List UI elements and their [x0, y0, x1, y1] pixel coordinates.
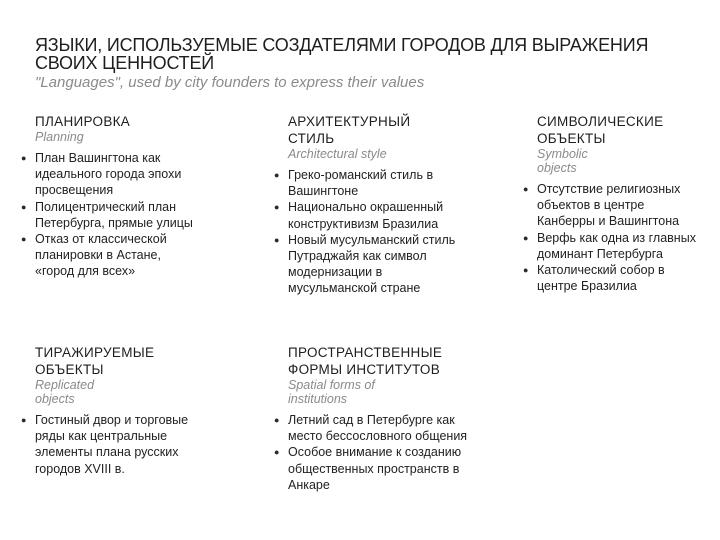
- bullet-list: [23, 150, 195, 280]
- list-item: ● Верфь как одна из главных доминант Петербурга: [525, 230, 697, 262]
- list-item: ● Новый мусульманский стиль Путраджайя как символ модернизации в мусульманской стране: [276, 232, 468, 297]
- section-title: СИМВОЛИЧЕСКИЕ ОБЪЕКТЫ: [537, 114, 664, 146]
- section-title: ПРОСТРАНСТВЕННЫЕ ФОРМЫ ИНСТИТУТОВ: [288, 345, 443, 377]
- bullet-list: [276, 412, 473, 493]
- list-item: ● Полицентрический план Петербурга, прямые улицы: [23, 199, 195, 231]
- list-item: ● Гостиный двор и торговые ряды как центральные элементы плана русских городов XVIII в.: [23, 412, 195, 477]
- list-item: ● Греко-романский стиль в Вашингтоне: [276, 167, 468, 199]
- page-title: ЯЗЫКИ, ИСПОЛЬЗУЕМЫЕ СОЗДАТЕЛЯМИ ГОРОДОВ ДЛЯ ВЫРАЖЕНИЯ СВОИХ ЦЕННОСТЕЙ: [35, 35, 649, 73]
- list-item: ● Отсутствие религиозных объектов в центре Канберры и Вашингтона: [525, 181, 697, 230]
- bullet-list: [23, 412, 195, 477]
- section-planning: [35, 113, 195, 280]
- section-title: ТИРАЖИРУЕМЫЕ ОБЪЕКТЫ: [35, 345, 155, 377]
- section-subtitle: Symbolic objects: [537, 147, 588, 175]
- section-subtitle: Replicated objects: [35, 378, 95, 406]
- section-architectural-style: [288, 113, 468, 297]
- page-subtitle: "Languages", used by city founders to express their values: [35, 74, 425, 91]
- list-item: ● Национально окрашенный конструктивизм Бразилиа: [276, 199, 468, 231]
- section-replicated-objects: [35, 344, 195, 477]
- section-symbolic-objects: [537, 113, 697, 294]
- bullet-list: [525, 181, 697, 294]
- list-item: ● Особое внимание к созданию общественных пространств в Анкаре: [276, 444, 473, 493]
- bullet-list: [276, 167, 468, 297]
- section-title: ПЛАНИРОВКА: [35, 114, 131, 129]
- section-subtitle: Spatial forms of institutions: [288, 378, 375, 406]
- list-item: ● План Вашингтона как идеального города эпохи просвещения: [23, 150, 195, 199]
- list-item: ● Католический собор в центре Бразилиа: [525, 262, 697, 294]
- list-item: ● Отказ от классической планировки в Астане, «город для всех»: [23, 231, 195, 280]
- section-title: АРХИТЕКТУРНЫЙ СТИЛЬ: [288, 114, 411, 146]
- section-subtitle: Architectural style: [288, 147, 387, 161]
- section-spatial-forms: [288, 344, 473, 493]
- section-subtitle: Planning: [35, 130, 84, 144]
- list-item: ● Летний сад в Петербурге как место бессословного общения: [276, 412, 473, 444]
